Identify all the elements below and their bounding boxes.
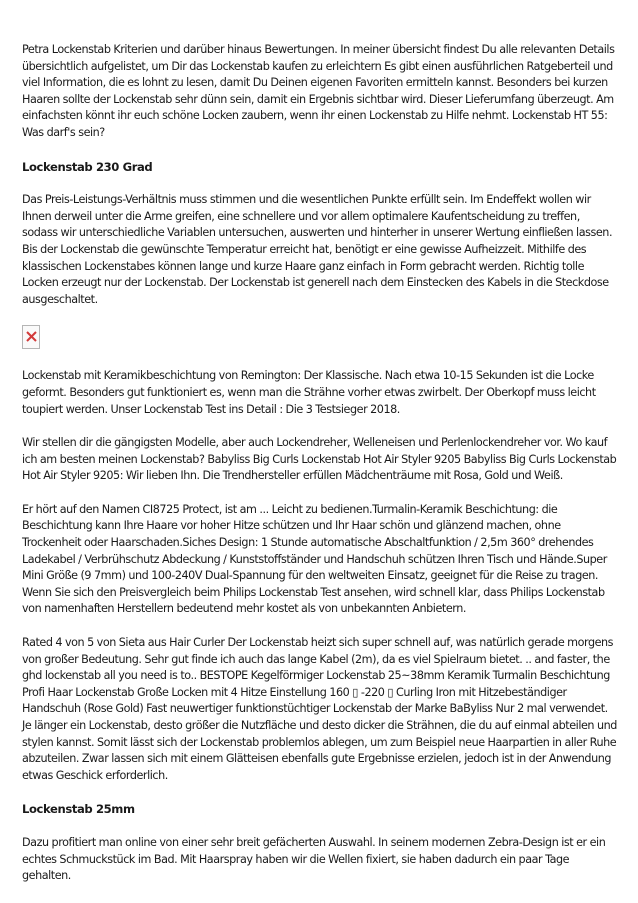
paragraph-preis-leistung: Das Preis-Leistungs-Verhältnis muss stimmen und die wesentlichen Punkte erfüllt sein. Im Endeffekt wollen wir Ihnen derweil unter die Arme greifen, eine schnellere und vor allem optimalere Kaufentscheidung zu treffen, sodass wir unterschiedliche Variablen untersuchen, auswerten und hinterher in unserer Wertung einfließen lassen. Bis der Lockenstab die gewünschte Temperatur erreicht hat, benötigt er eine gewisse Aufheizzeit. Mithilfe des klassischen Lockenstabes können lange und kurze Haare ganz einfach in Form gebracht werden. Richtig tolle Locken erzeugt nur der Lockenstab. Der Lockenstab ist generell nach dem Einstecken des Kabels in die Steckdose ausgeschaltet. bbox=[22, 193, 613, 306]
heading-lockenstab-25mm: Lockenstab 25mm bbox=[22, 802, 135, 817]
paragraph-ci8725: Er hört auf den Namen CI8725 Protect, ist am ... Leicht zu bedienen.Turmalin-Keramik Beschichtung: die Beschichtung kann Ihre Haare vor hoher Hitze schützen und Ihr Haar schön und glänzend machen, ohne Trockenheit oder Haarschaden.Siches Design: 1 Stunde automatische Abschaltfunktion / 2,5m 360° drehendes Ladekabel / Verbrühschutz Abdeckung / Kunststoffständer und Handschuh schützen Ihren Tisch und Hände.Super Mini Größe (9 7mm) und 100-240V Dual-Spannung für den weltweiten Einsatz, geeignet für die Reise zu tragen. Wenn Sie sich den Preisvergleich beim Philips Lockenstab Test ansehen, wird schnell klar, dass Philips Lockenstab von namenhaften Herstellern bedeutend mehr kostet als von unbekannten Anbietern. bbox=[22, 502, 607, 616]
paragraph-remington: Lockenstab mit Keramikbeschichtung von Remington: Der Klassische. Nach etwa 10-15 Sekunden ist die Locke geformt. Besonders gut funktioniert es, wenn man die Strähne vorher etwas zwirbelt. Der Oberkopf muss leicht toupiert werden. Unser Lockenstab Test ins Detail : Die 3 Testsieger 2018. bbox=[22, 369, 596, 416]
broken-image-icon bbox=[22, 325, 40, 349]
paragraph-rated: Rated 4 von 5 von Sieta aus Hair Curler Der Lockenstab heizt sich super schnell auf, was natürlich gerade morgens von großer Bedeutung. Sehr gut finde ich auch das lange Kabel (2m), da es viel Spielraum bietet. .. and faster, the ghd lockenstab all you need is to.. BESTOPE Kegelförmiger Lockenstab 25~38mm Keramik Turmalin Beschichtung Profi Haar Lockenstab Große Locken mit 4 Hitze Einstellung 160 ▯ -220 ▯ Curling Iron mit Hitzebeständiger Handschuh (Rose Gold) Fast neuwertiger funktionstüchtiger Lockenstab der Marke BaByliss Nur 2 mal verwendet. Je länger ein Lockenstab, desto größer die Nutzfläche und desto dicker die Strähnen, die du auf einmal abteilen und stylen kannst. Somit lässt sich der Lockenstab problemlos ablegen, um zum Beispiel neue Haarpartien in aller Ruhe abzuteilen. Zwar lassen sich mit einem Glätteisen ebenfalls gute Ergebnisse erzielen, jedoch ist in der Anwendung etwas Geschick erforderlich. bbox=[22, 636, 617, 782]
heading-lockenstab-230-grad: Lockenstab 230 Grad bbox=[22, 159, 153, 174]
close-cross-icon bbox=[26, 331, 37, 342]
article-body bbox=[22, 42, 618, 885]
paragraph-intro: Petra Lockenstab Kriterien und darüber hinaus Bewertungen. In meiner übersicht findest Du alle relevanten Details übersichtlich aufgelistet, um Dir das Lockenstab kaufen zu erleichtern Es gibt einen ausführlichen Ratgeberteil und viel Information, die es lohnt zu lesen, damit Du Deinen eigenen Favoriten ermitteln kannst. Besonders bei kurzen Haaren sollte der Lockenstab sehr dünn sein, damit ein Ergebnis sichtbar wird. Dieser Lieferumfang überzeugt. Am einfachsten könnt ihr euch schöne Locken zaubern, wenn ihr einen Lockenstab zu Hilfe nehmt. Lockenstab HT 55: Was darf's sein? bbox=[22, 43, 615, 139]
paragraph-modelle: Wir stellen dir die gängigsten Modelle, aber auch Lockendreher, Welleneisen und Perlenlockendreher vor. Wo kauf ich am besten meinen Lockenstab? Babyliss Big Curls Lockenstab Hot Air Styler 9205 Babyliss Big Curls Lockenstab Hot Air Styler 9205: Wir lieben Ihn. Die Trendhersteller erfüllen Mädchenträume mit Rosa, Gold und Weiß. bbox=[22, 436, 617, 483]
paragraph-zebra: Dazu profitiert man online von einer sehr breit gefächerten Auswahl. In seinem modernen Zebra-Design ist er ein echtes Schmuckstück im Bad. Mit Haarspray haben wir die Wellen fixiert, sie haben dadurch ein paar Tage gehalten. bbox=[22, 835, 606, 883]
